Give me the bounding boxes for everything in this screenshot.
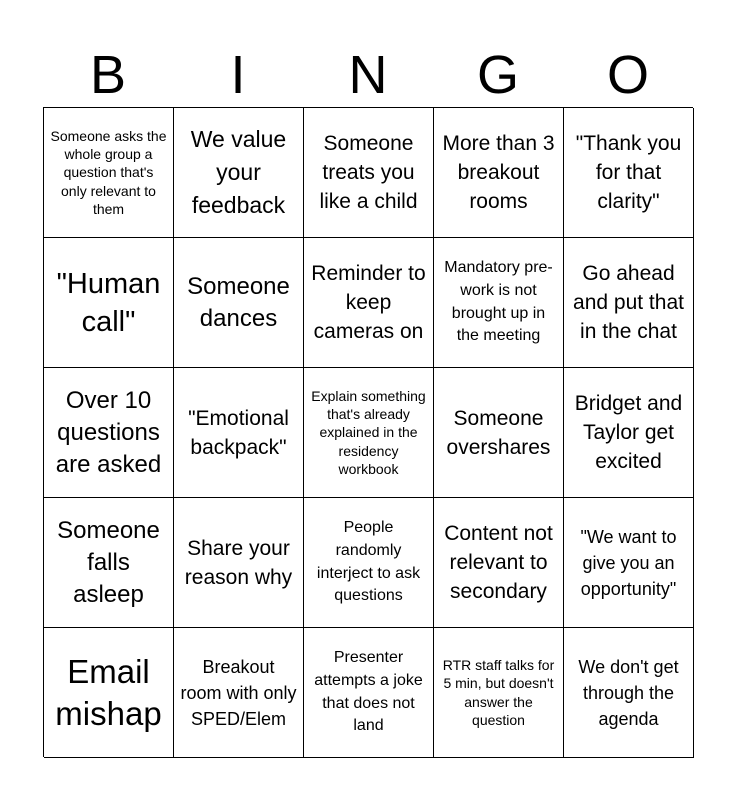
bingo-cell[interactable] [304, 628, 434, 758]
cell-text: Go ahead and put that in the chat [573, 262, 684, 343]
bingo-cell[interactable] [304, 108, 434, 238]
bingo-cell[interactable] [564, 368, 694, 498]
header-letter-n: N [348, 45, 388, 105]
cell-text: Over 10 questions are asked [55, 386, 162, 478]
bingo-cell[interactable] [174, 238, 304, 368]
cell-text: Breakout room with only SPED/Elem [180, 656, 297, 729]
cell-text: Someone overshares [446, 406, 551, 459]
bingo-cell[interactable] [174, 108, 304, 238]
cell-text: Reminder to keep cameras on [311, 262, 426, 343]
cell-text: Explain something that's already explained in the residency workbook [311, 387, 426, 477]
bingo-cell[interactable] [564, 108, 694, 238]
cell-text: "Human call" [56, 267, 161, 338]
cell-text: More than 3 breakout rooms [442, 132, 555, 213]
cell-text: Someone falls asleep [57, 516, 160, 608]
bingo-board [43, 107, 693, 757]
bingo-cell[interactable] [44, 238, 174, 368]
bingo-cell[interactable] [44, 108, 174, 238]
cell-text: Bridget and Taylor get excited [574, 392, 683, 473]
bingo-cell[interactable] [44, 628, 174, 758]
header-letter-o: O [606, 45, 649, 105]
bingo-cell[interactable] [434, 368, 564, 498]
cell-text: Someone asks the whole group a question that's only relevant to them [50, 127, 167, 217]
bingo-cell[interactable] [434, 498, 564, 628]
header-letter-b: B [89, 45, 127, 105]
bingo-cell[interactable] [434, 628, 564, 758]
bingo-cell[interactable] [564, 238, 694, 368]
cell-text: Someone treats you like a child [319, 132, 418, 213]
bingo-cell[interactable] [174, 368, 304, 498]
header-letter-g: G [476, 45, 519, 105]
bingo-cell[interactable] [304, 498, 434, 628]
cell-text: People randomly interject to ask questions [316, 519, 421, 605]
cell-text: RTR staff talks for 5 min, but doesn't answer the question [442, 656, 555, 728]
cell-text: "Thank you for that clarity" [575, 132, 682, 213]
bingo-cell[interactable] [44, 498, 174, 628]
bingo-cell[interactable] [174, 498, 304, 628]
cell-text: "Emotional backpack" [188, 406, 289, 459]
bingo-header [43, 46, 693, 104]
cell-text: Mandatory pre-work is not brought up in the meeting [444, 259, 553, 345]
header-letter-i: I [230, 45, 246, 105]
bingo-cell[interactable] [564, 628, 694, 758]
bingo-cell[interactable] [44, 368, 174, 498]
cell-text: Share your reason why [184, 536, 293, 589]
bingo-cell[interactable] [304, 238, 434, 368]
cell-text: We don't get through the agenda [578, 656, 679, 729]
bingo-cell[interactable] [304, 368, 434, 498]
bingo-cell[interactable] [434, 238, 564, 368]
bingo-cell[interactable] [564, 498, 694, 628]
cell-text: Email mishap [55, 652, 162, 732]
bingo-cell[interactable] [174, 628, 304, 758]
cell-text: Presenter attempts a joke that does not land [314, 649, 423, 735]
cell-text: Someone dances [187, 272, 290, 332]
cell-text: "We want to give you an opportunity" [580, 526, 677, 599]
bingo-cell[interactable] [434, 108, 564, 238]
cell-text: Content not relevant to secondary [444, 522, 553, 603]
cell-text: We value your feedback [190, 126, 287, 218]
